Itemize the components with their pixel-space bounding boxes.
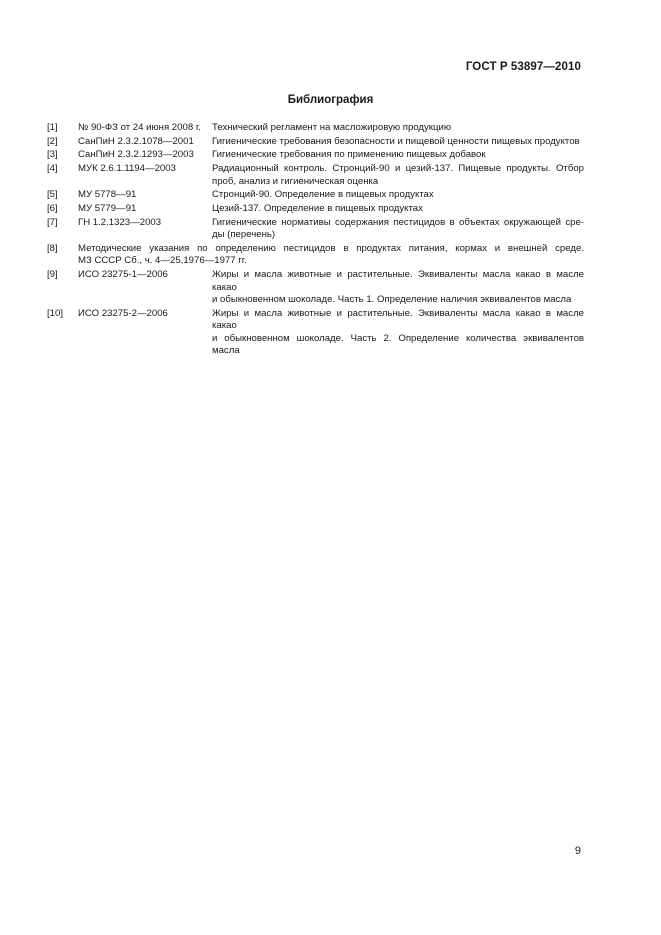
entry-document-code: ИСО 23275-2—2006 bbox=[78, 307, 168, 319]
bibliography-entry-8 bbox=[47, 243, 584, 268]
entry-title-line: МЗ СССР Сб., ч. 4—25,1976—1977 гг. bbox=[78, 255, 247, 267]
page-title: Библиография bbox=[287, 94, 374, 106]
entry-title bbox=[78, 243, 584, 268]
bibliography-entry-4 bbox=[47, 163, 584, 188]
entry-number: [5] bbox=[47, 189, 58, 201]
entry-title-line: Жиры и масла животные и растительные. Эквиваленты масла какао в масле какао bbox=[212, 307, 584, 332]
entry-title bbox=[212, 189, 584, 202]
bibliography-entry-9 bbox=[47, 269, 584, 307]
entry-title bbox=[212, 149, 584, 162]
entry-document-code: СанПиН 2.3.2.1078—2001 bbox=[78, 135, 194, 147]
entry-number: [8] bbox=[47, 242, 58, 254]
entry-number: [9] bbox=[47, 269, 58, 280]
entry-title-line: и обыкновенном шоколаде. Часть 2. Определение количества эквивалентов масла bbox=[212, 332, 584, 357]
bibliography-entry-2 bbox=[47, 136, 584, 149]
entry-document-code: МУК 2.6.1.1194—2003 bbox=[78, 163, 176, 175]
entry-title-line: Жиры и масла животные и растительные. Эквиваленты масла какао в масле какао bbox=[212, 269, 584, 293]
entry-title-line: Гигиенические требования безопасности и пищевой ценности пищевых продуктов bbox=[212, 135, 580, 147]
entry-title-line: Гигиенические нормативы содержания пестицидов в объектах окружающей сре- bbox=[212, 216, 584, 228]
bibliography-entry-6 bbox=[47, 203, 584, 216]
entry-number: [10] bbox=[47, 307, 64, 319]
bibliography-entry-5 bbox=[47, 189, 584, 202]
entry-title-line: Технический регламент на масложировую продукцию bbox=[212, 122, 452, 133]
page-number: 9 bbox=[574, 845, 581, 857]
entry-number: [4] bbox=[47, 163, 58, 175]
bibliography-list bbox=[47, 122, 584, 358]
bibliography-entry-7 bbox=[47, 217, 584, 242]
entry-title-line: проб, анализ и гигиеническая оценка bbox=[212, 175, 379, 187]
entry-number: [3] bbox=[47, 149, 58, 161]
bibliography-entry-1 bbox=[47, 122, 584, 135]
entry-number: [6] bbox=[47, 202, 58, 214]
entry-title-line: Методические указания по определению пестицидов в продуктах питания, кормах и внешней среде. bbox=[78, 242, 584, 254]
entry-title-line: Гигиенические требования по применению пищевых добавок bbox=[212, 149, 486, 161]
entry-document-code: ГН 1.2.1323—2003 bbox=[78, 216, 162, 228]
entry-title bbox=[212, 269, 584, 307]
entry-document-code: МУ 5779—91 bbox=[78, 202, 137, 214]
entry-number: [2] bbox=[47, 135, 58, 147]
entry-title-line: Стронций-90. Определение в пищевых продуктах bbox=[212, 189, 434, 201]
bibliography-entry-10 bbox=[47, 308, 584, 358]
entry-title-line: ды (перечень) bbox=[212, 229, 276, 241]
entry-title bbox=[212, 203, 584, 216]
bibliography-entry-3 bbox=[47, 149, 584, 162]
entry-title-line: Цезий-137. Определение в пищевых продуктах bbox=[212, 202, 423, 214]
entry-title-line: и обыкновенном шоколаде. Часть 1. Определение наличия эквивалентов масла bbox=[212, 294, 572, 305]
entry-title-line: Радиационный контроль. Стронций-90 и цезий-137. Пищевые продукты. Отбор bbox=[212, 163, 584, 175]
entry-number: [1] bbox=[47, 122, 58, 133]
entry-title bbox=[212, 136, 584, 149]
entry-title bbox=[212, 217, 584, 242]
entry-title bbox=[212, 122, 584, 135]
entry-document-code: ИСО 23275-1—2006 bbox=[78, 269, 168, 280]
entry-document-code: № 90-ФЗ от 24 июня 2008 г. bbox=[78, 122, 201, 133]
entry-document-code: МУ 5778—91 bbox=[78, 189, 137, 201]
entry-number: [7] bbox=[47, 216, 58, 228]
entry-title bbox=[212, 308, 584, 358]
entry-title bbox=[212, 163, 584, 188]
standard-designation: ГОСТ Р 53897—2010 bbox=[465, 61, 581, 73]
entry-document-code: СанПиН 2.3.2.1293—2003 bbox=[78, 149, 194, 161]
